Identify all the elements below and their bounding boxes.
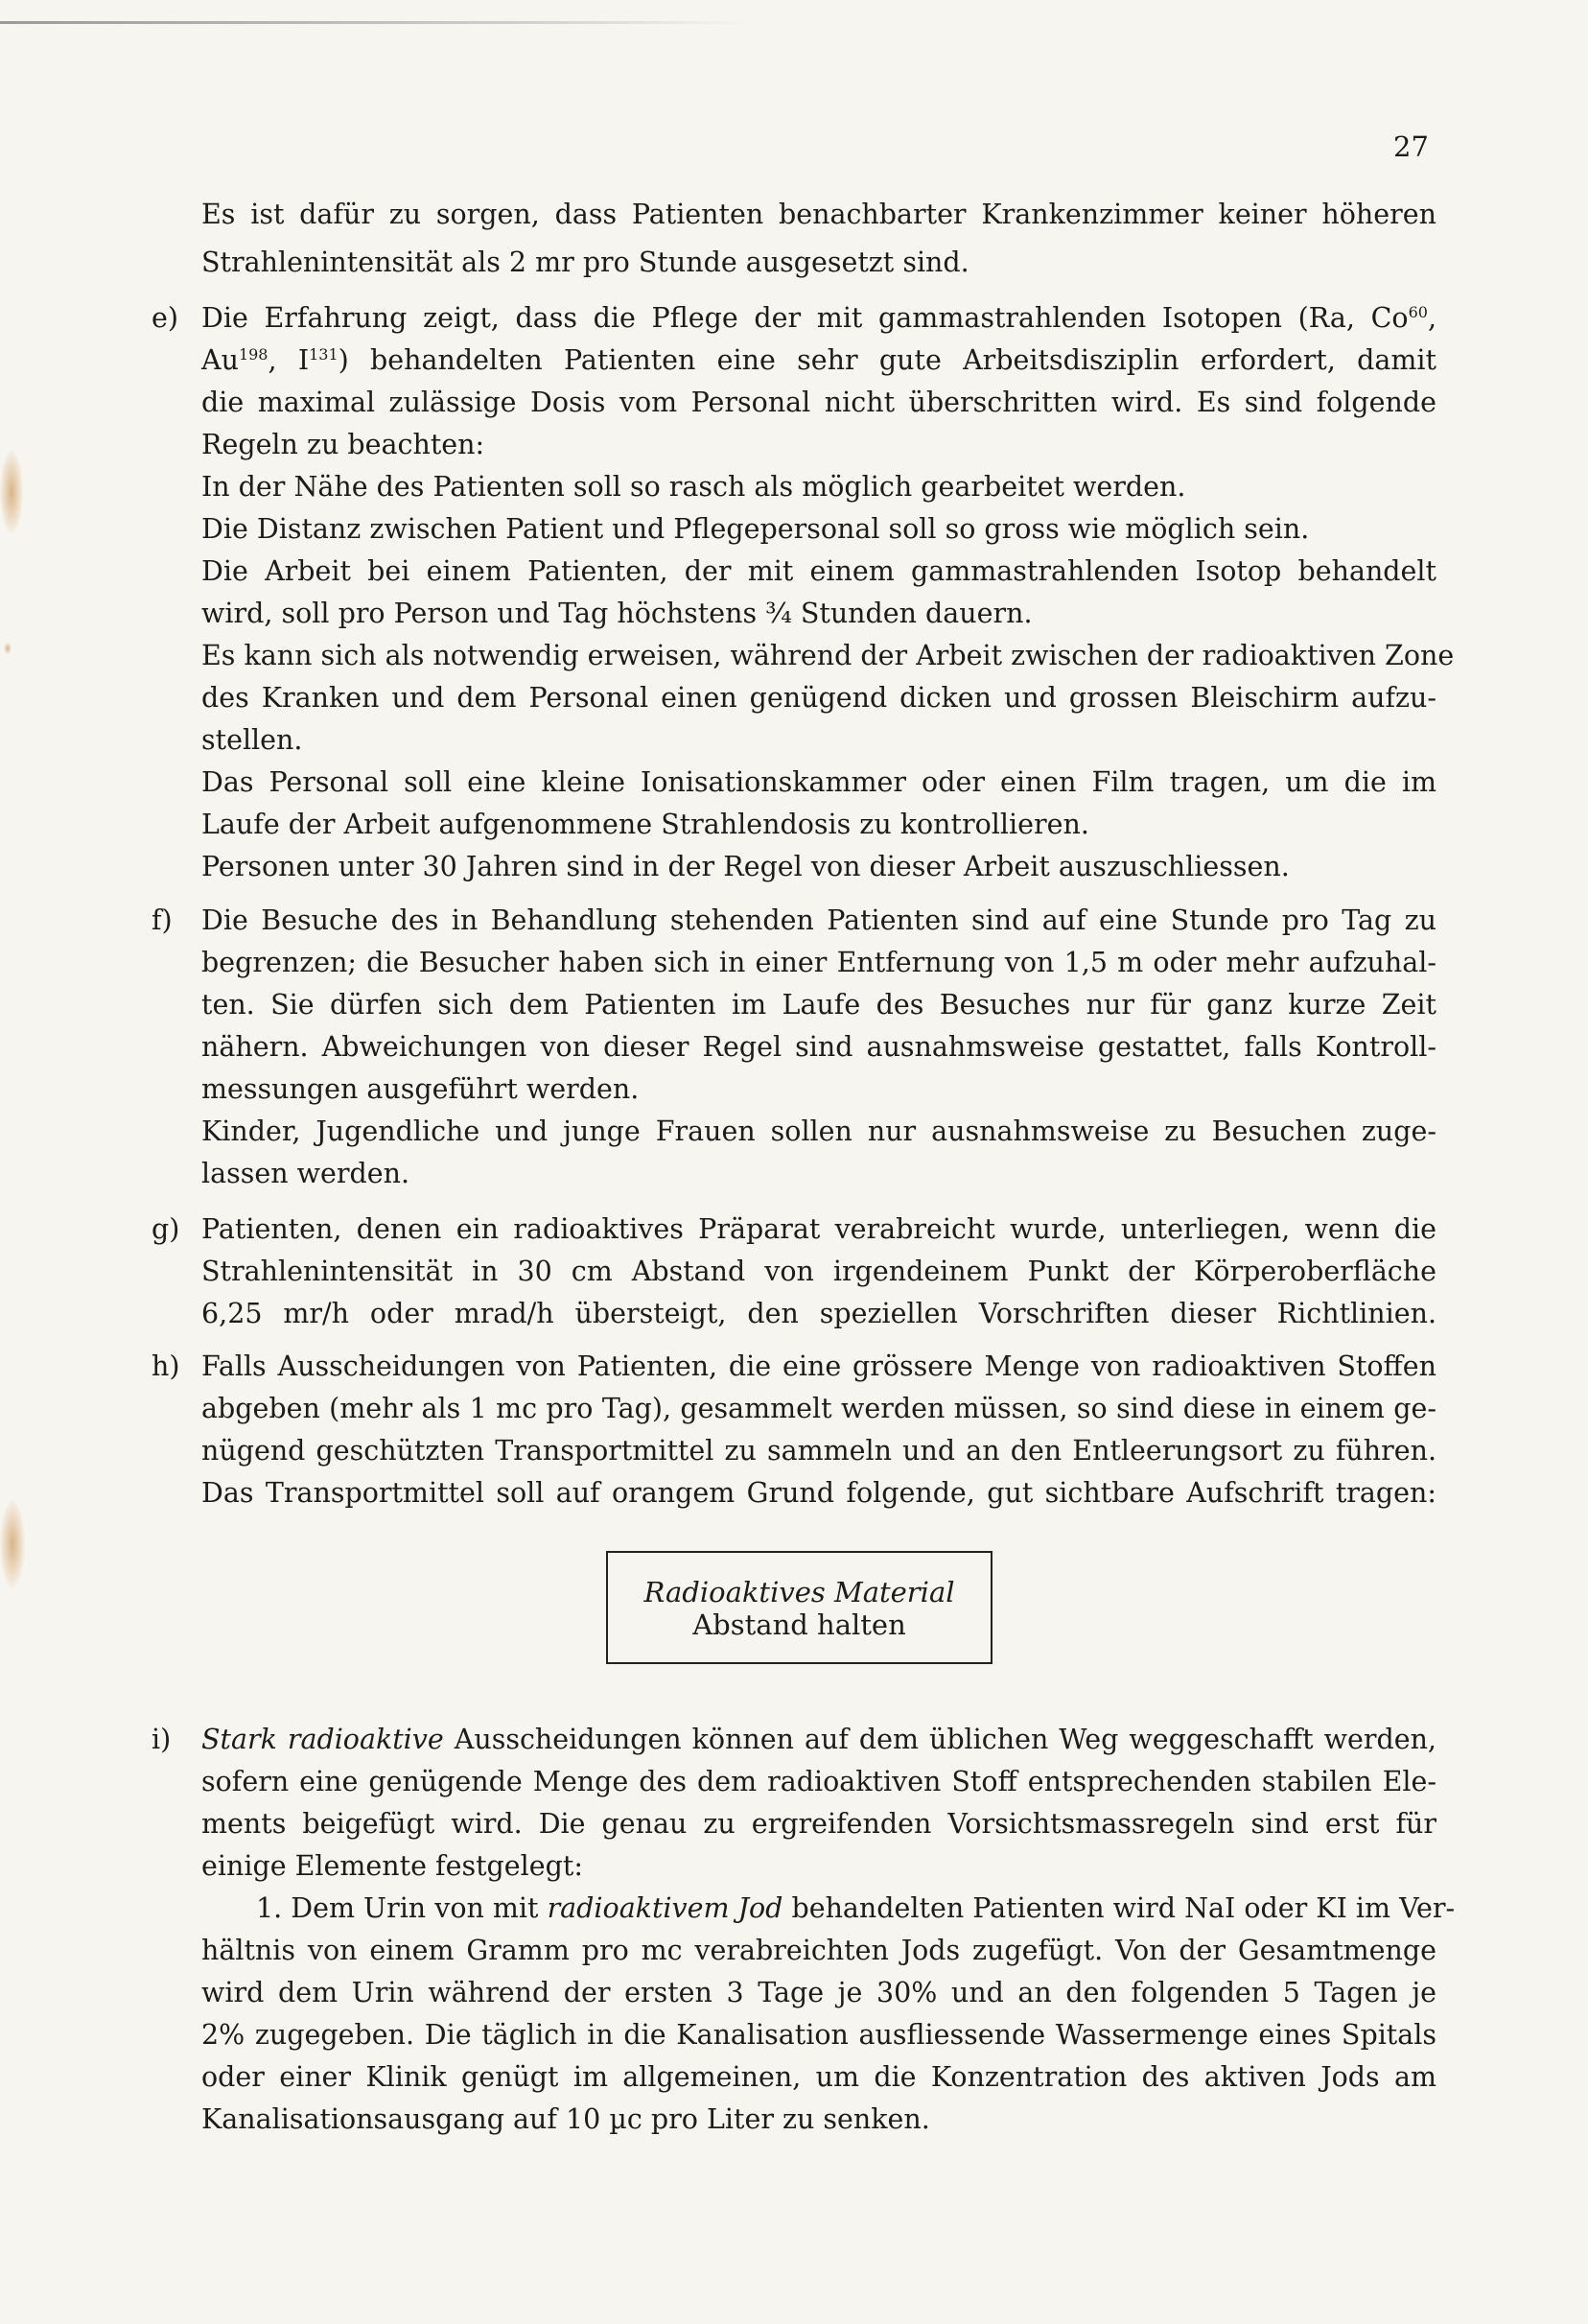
section-e-line: stellen.: [201, 724, 303, 756]
section-f-line: begrenzen; die Besucher haben sich in einer Entfernung von 1,5 m oder mehr aufzuhal-: [201, 947, 1436, 978]
section-label-e: e): [152, 302, 178, 334]
section-i-line: einige Elemente festgelegt:: [201, 1850, 583, 1882]
section-i-line: ments beigefügt wird. Die genau zu ergreifenden Vorsichtsmassregeln sind erst für: [201, 1808, 1436, 1840]
section-i-item-line: hältnis von einem Gramm pro mc verabreichten Jods zugefügt. Von der Gesamtmenge: [201, 1935, 1436, 1966]
warning-label-box: [606, 1551, 992, 1664]
section-e-line: Die Arbeit bei einem Patienten, der mit einem gammastrahlenden Isotop behandelt: [201, 555, 1436, 587]
section-i-item-line: oder einer Klinik genügt im allgemeinen, um die Konzentration des aktiven Jods am: [201, 2061, 1436, 2093]
section-i-item-line: Kanalisationsausgang auf 10 µc pro Liter zu senken.: [201, 2103, 930, 2135]
section-g-line: 6,25 mr/h oder mrad/h übersteigt, den speziellen Vorschriften dieser Richtlinien.: [201, 1298, 1436, 1329]
section-e-line: In der Nähe des Patienten soll so rasch als möglich gearbeitet werden.: [201, 471, 1186, 503]
section-f-line: messungen ausgeführt werden.: [201, 1073, 640, 1105]
section-f-line: Kinder, Jugendliche und junge Frauen sollen nur ausnahmsweise zu Besuchen zuge-: [201, 1115, 1436, 1147]
section-i-line: sofern eine genügende Menge des dem radioaktiven Stoff entsprechenden stabilen Ele-: [201, 1766, 1436, 1797]
section-h-line: abgeben (mehr als 1 mc pro Tag), gesammelt werden müssen, so sind diese in einem ge-: [201, 1393, 1436, 1424]
warning-label-title: Radioaktives Material: [643, 1576, 955, 1608]
section-h-line: Falls Ausscheidungen von Patienten, die eine grössere Menge von radioaktiven Stoffen: [201, 1350, 1436, 1382]
section-label-h: h): [152, 1350, 180, 1382]
stain-mark: [0, 451, 23, 533]
section-e-line: Regeln zu beachten:: [201, 429, 485, 460]
section-i-item-line: wird dem Urin während der ersten 3 Tage je 30% und an den folgenden 5 Tagen je: [201, 1977, 1436, 2008]
section-i-line: Stark radioaktive Ausscheidungen können auf dem üblichen Weg weggeschafft werden,: [201, 1724, 1436, 1755]
section-e-line: Personen unter 30 Jahren sind in der Regel von dieser Arbeit auszuschliessen.: [201, 851, 1290, 882]
stain-mark: [0, 1501, 25, 1587]
section-e-line: wird, soll pro Person und Tag höchstens ¾ Stunden dauern.: [201, 598, 1033, 629]
scan-top-edge-rule: [0, 21, 748, 24]
section-i-item-line: 1. Dem Urin von mit radioaktivem Jod behandelten Patienten wird NaI oder KI im Ver-: [256, 1892, 1456, 1924]
section-f-line: lassen werden.: [201, 1158, 410, 1189]
section-e-line: Es kann sich als notwendig erweisen, während der Arbeit zwischen der radioaktiven Zone: [201, 640, 1455, 671]
section-h-line: nügend geschützten Transportmittel zu sammeln und an den Entleerungsort zu führen.: [201, 1435, 1436, 1467]
section-label-i: i): [152, 1724, 172, 1755]
section-e-line: Au$^{198}$, $I^{131}$) behandelten Patienten eine sehr gute Arbeitsdisziplin erfordert, damit: [201, 344, 1436, 376]
section-f-line: nähern. Abweichungen von dieser Regel sind ausnahmsweise gestattet, falls Kontroll-: [201, 1031, 1436, 1063]
section-label-f: f): [152, 904, 173, 936]
section-e-line: Die Distanz zwischen Patient und Pflegepersonal soll so gross wie möglich sein.: [201, 513, 1310, 545]
section-e-line: Die Erfahrung zeigt, dass die Pflege der mit gammastrahlenden Isotopen (Ra, Co$^{60}$,: [201, 302, 1436, 334]
warning-label-subtitle: Abstand halten: [692, 1608, 906, 1641]
section-i-item-line: 2% zugegeben. Die täglich in die Kanalisation ausfliessende Wassermenge eines Spitals: [201, 2019, 1436, 2051]
section-f-line: Die Besuche des in Behandlung stehenden Patienten sind auf eine Stunde pro Tag zu: [201, 904, 1436, 936]
section-e-line: Laufe der Arbeit aufgenommene Strahlendosis zu kontrollieren.: [201, 809, 1089, 840]
intro-line: Strahlenintensität als 2 mr pro Stunde ausgesetzt sind.: [201, 246, 969, 278]
section-f-line: ten. Sie dürfen sich dem Patienten im Laufe des Besuches nur für ganz kurze Zeit: [201, 989, 1436, 1021]
page-number: 27: [1393, 130, 1429, 163]
intro-line: Es ist dafür zu sorgen, dass Patienten benachbarter Krankenzimmer keiner höheren: [201, 199, 1436, 230]
section-g-line: Strahlenintensität in 30 cm Abstand von irgendeinem Punkt der Körperoberfläche: [201, 1256, 1436, 1287]
section-e-line: des Kranken und dem Personal einen genügend dicken und grossen Bleischirm aufzu-: [201, 682, 1436, 714]
stain-mark: [4, 643, 12, 654]
section-g-line: Patienten, denen ein radioaktives Präparat verabreicht wurde, unterliegen, wenn die: [201, 1213, 1436, 1245]
section-label-g: g): [152, 1213, 180, 1245]
section-e-line: Das Personal soll eine kleine Ionisationskammer oder einen Film tragen, um die im: [201, 766, 1436, 798]
section-h-line: Das Transportmittel soll auf orangem Grund folgende, gut sichtbare Aufschrift tragen:: [201, 1477, 1436, 1509]
section-e-line: die maximal zulässige Dosis vom Personal nicht überschritten wird. Es sind folgende: [201, 387, 1436, 418]
